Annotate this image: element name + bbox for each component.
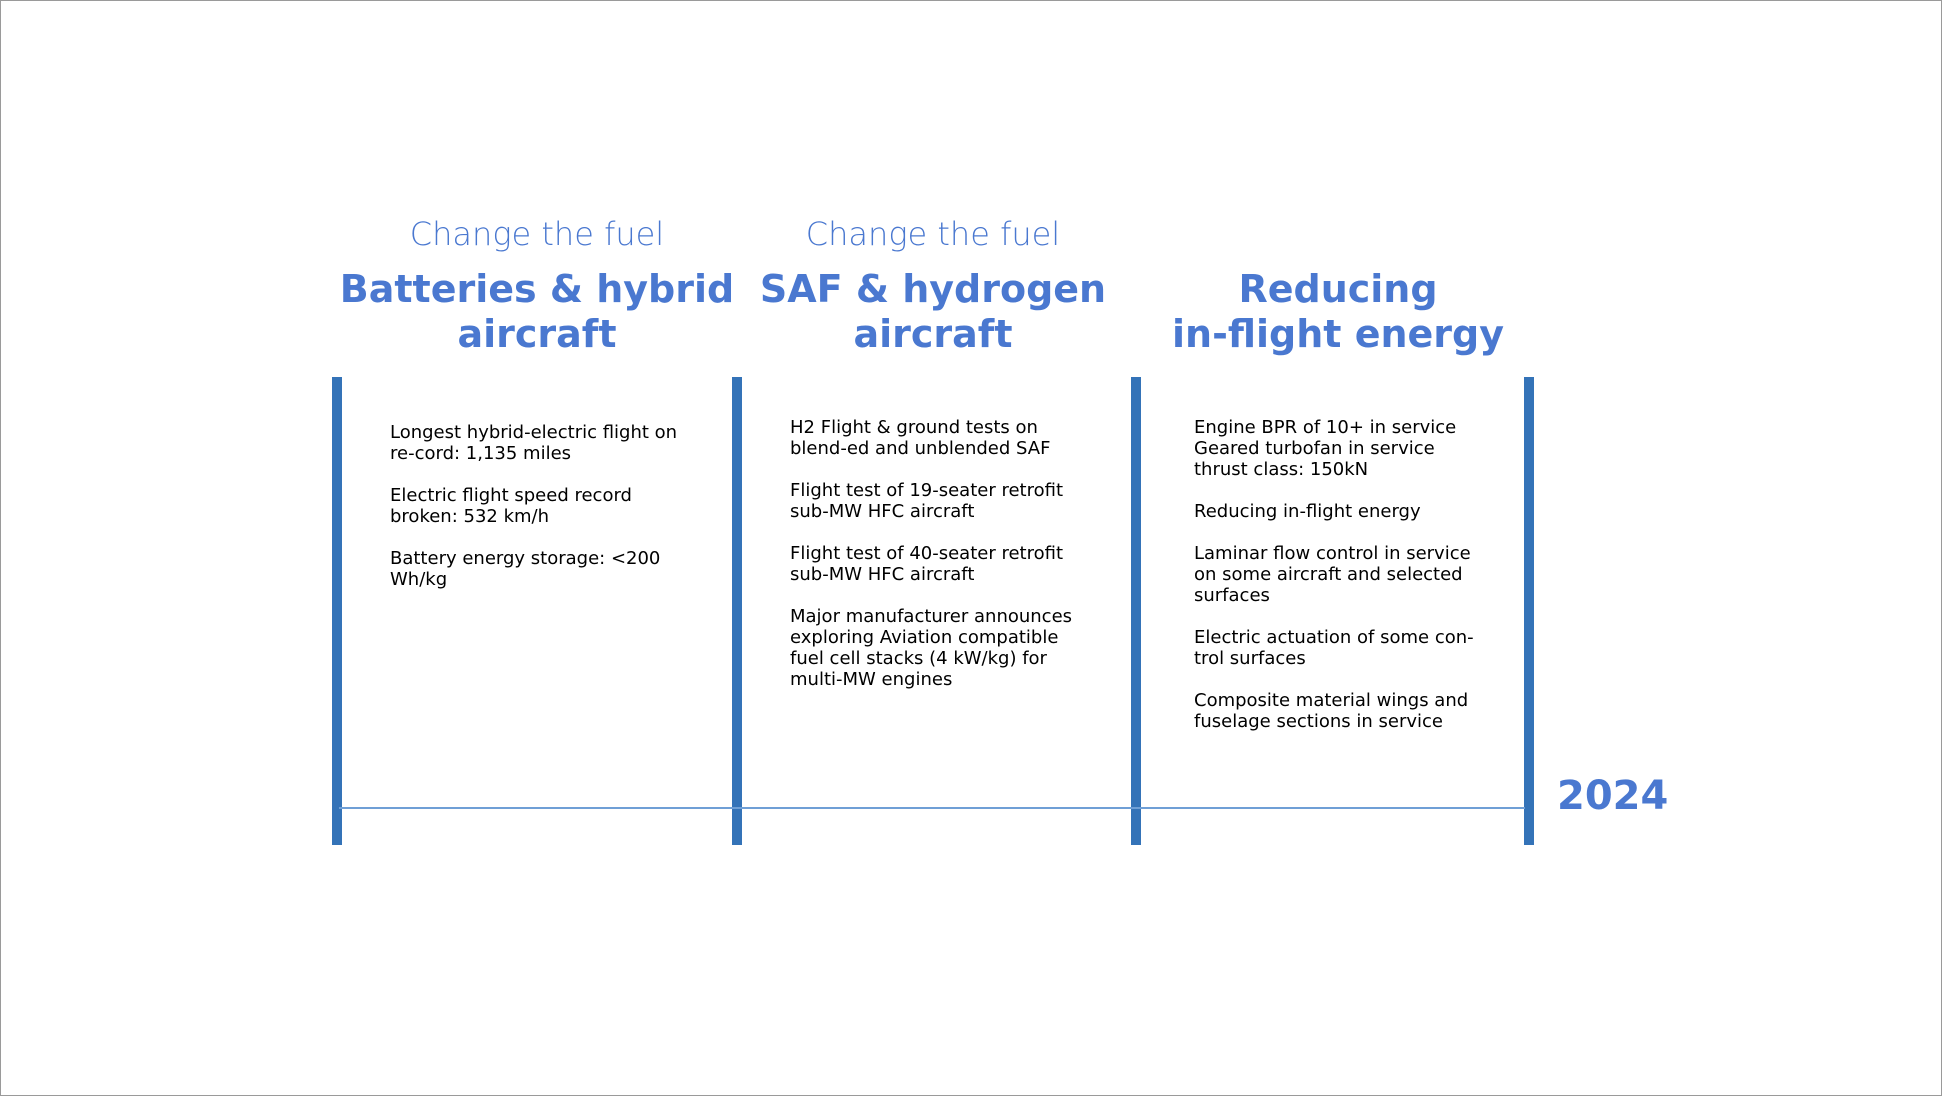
timeline-axis (339, 807, 1525, 809)
column-3-item-2: Reducing in-flight energy (1194, 501, 1421, 522)
timeline-bar-1 (332, 377, 342, 845)
column-2-item-3: Flight test of 40-seater retrofit sub-MW HFC aircraft (790, 543, 1064, 585)
column-2-item-2: Flight test of 19-seater retrofit sub-MW HFC aircraft (790, 480, 1064, 522)
column-3-heading-line1: Reducing (1238, 267, 1438, 311)
column-2-heading-line2: aircraft (853, 312, 1013, 356)
column-1-subtitle: Change the fuel (409, 215, 665, 253)
column-1-body (390, 422, 702, 611)
column-1-heading-line1: Batteries & hybrid (339, 267, 735, 311)
column-3-body (1194, 417, 1494, 753)
timeline-bar-2 (732, 377, 742, 845)
column-3-item-1: Engine BPR of 10+ in service Geared turbofan in service thrust class: 150kN (1194, 417, 1457, 480)
column-2-subtitle: Change the fuel (805, 215, 1061, 253)
column-2-item-4: Major manufacturer announces exploring Aviation compatible fuel cell stacks (4 kW/kg) for multi-MW engines (790, 606, 1073, 690)
column-2-heading-line1: SAF & hydrogen (759, 267, 1107, 311)
column-3-heading-line2: in-flight energy (1172, 312, 1504, 356)
column-3-item-5: Composite material wings and fuselage sections in service (1194, 690, 1469, 732)
timeline-bar-3 (1131, 377, 1141, 845)
column-1-heading-line2: aircraft (457, 312, 617, 356)
column-2-item-1: H2 Flight & ground tests on blend-ed and unblended SAF (790, 417, 1051, 459)
column-2-heading (713, 267, 1153, 357)
column-2-body (790, 417, 1090, 711)
column-1-item-1: Longest hybrid-electric flight on re-cord: 1,135 miles (390, 422, 678, 464)
column-3-item-3: Laminar flow control in service on some aircraft and selected surfaces (1194, 543, 1471, 606)
column-1-item-3: Battery energy storage: <200 Wh/kg (390, 548, 661, 590)
column-3-item-4: Electric actuation of some con-trol surfaces (1194, 627, 1474, 669)
column-3-heading (1118, 267, 1558, 357)
timeline-bar-4 (1524, 377, 1534, 845)
timeline-year-label: 2024 (1557, 773, 1669, 819)
column-1-item-2: Electric flight speed record broken: 532 km/h (390, 485, 632, 527)
column-1-heading (317, 267, 757, 357)
